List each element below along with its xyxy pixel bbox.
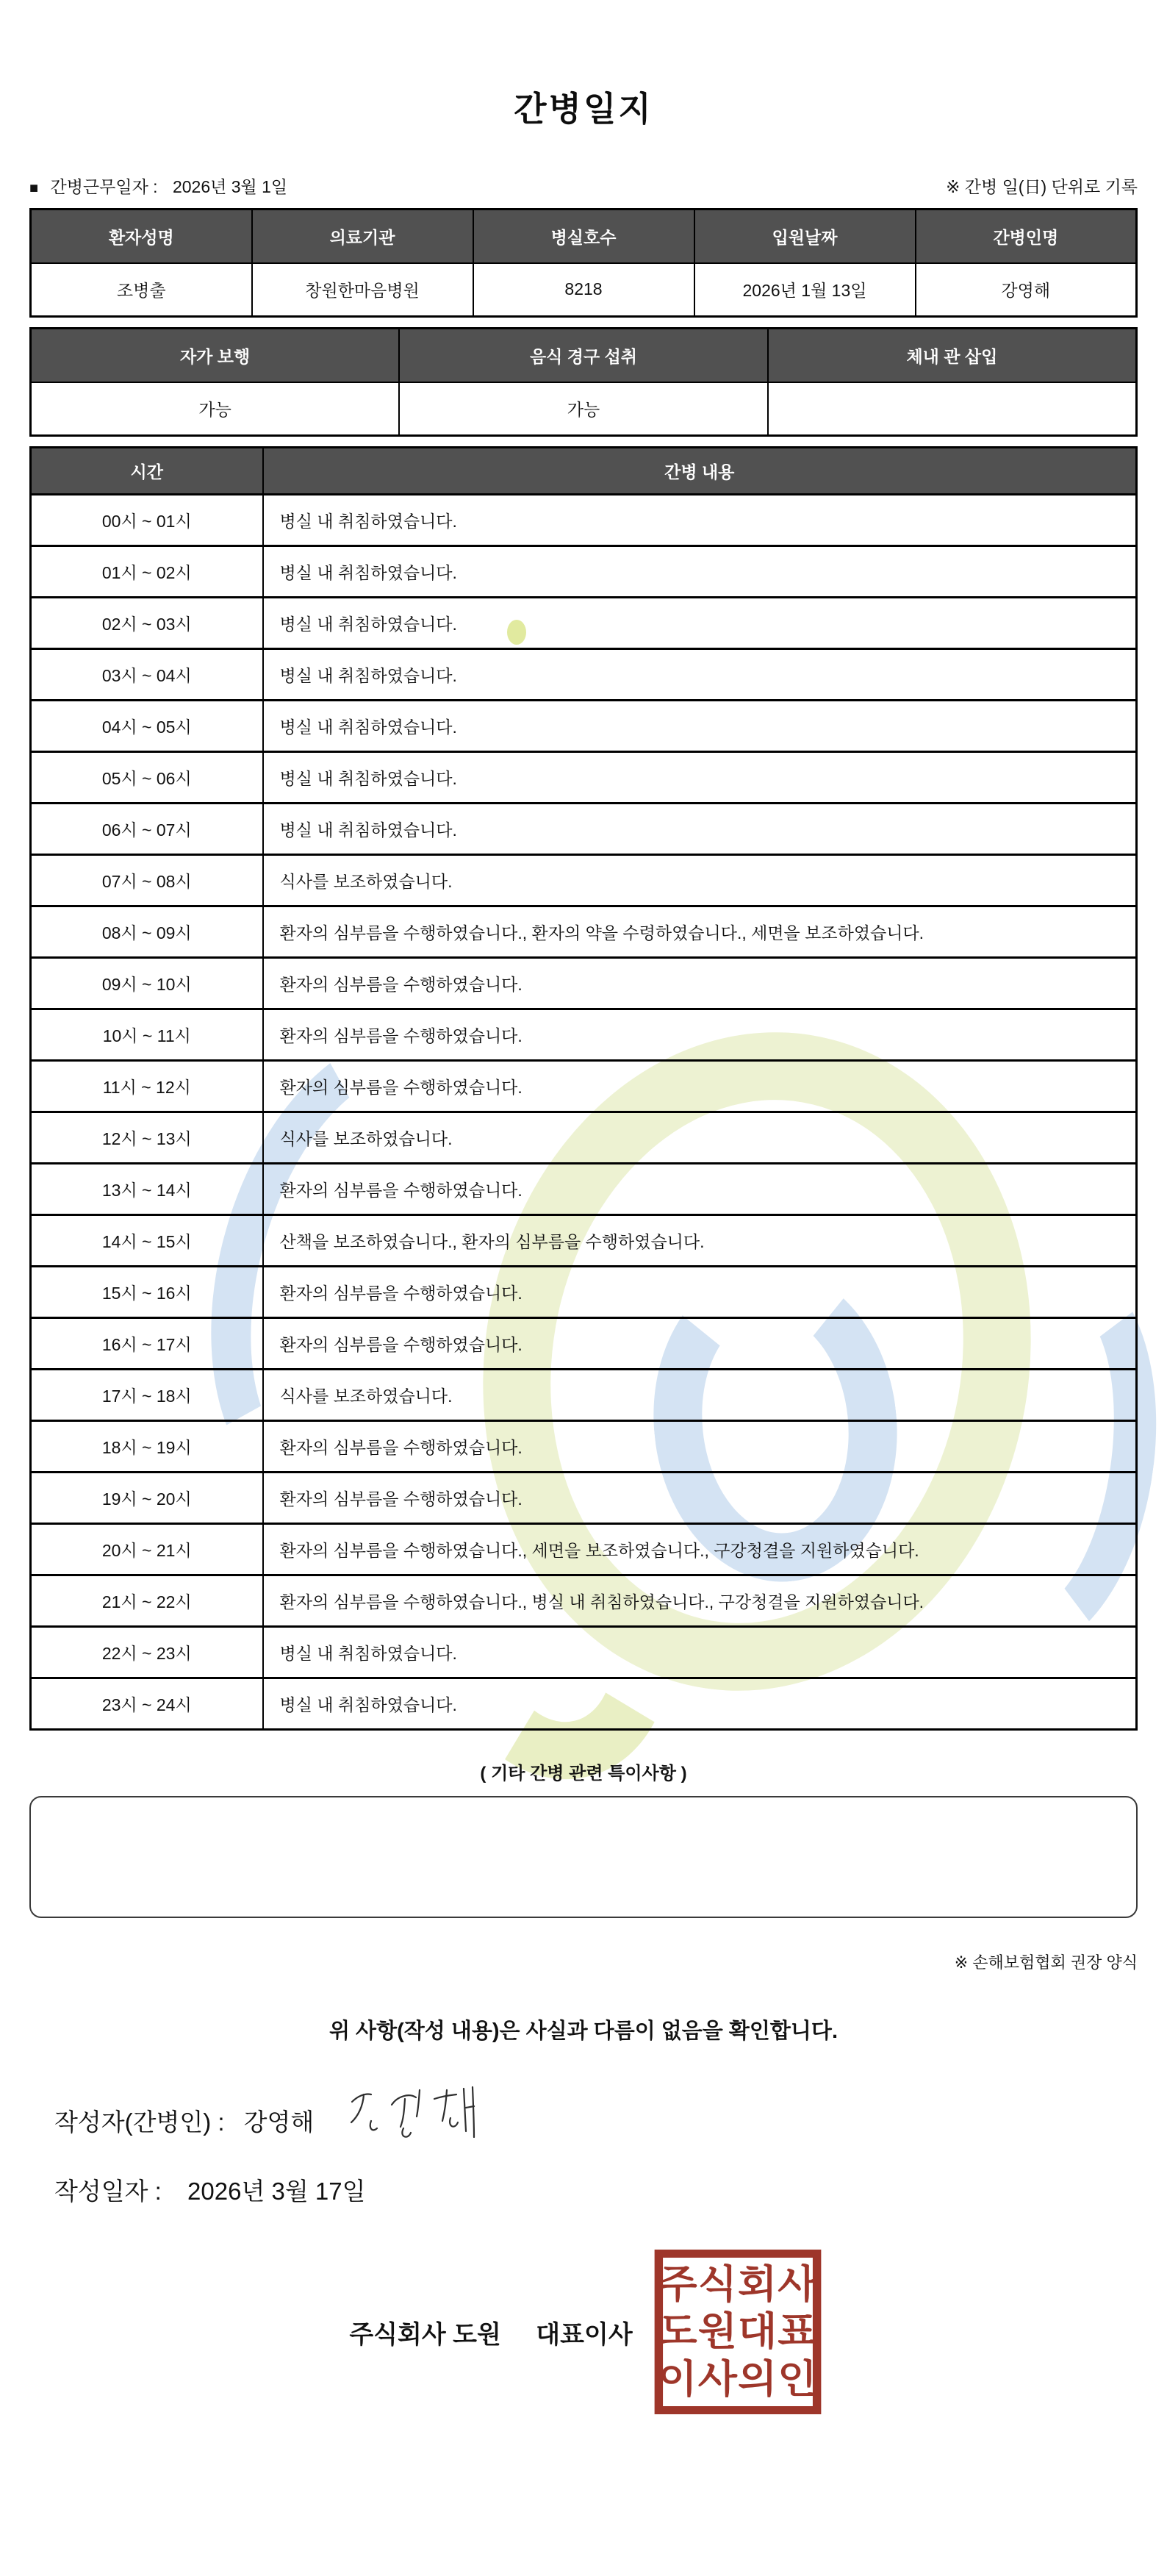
status-header-cell: 자가 보행 — [31, 329, 400, 382]
log-row — [31, 752, 1137, 804]
info-header-cell: 입원날짜 — [694, 210, 916, 263]
log-row — [31, 1524, 1137, 1575]
status-value-row — [31, 382, 1137, 436]
status-header-cell: 체내 관 삽입 — [768, 329, 1137, 382]
log-content-cell: 환자의 심부름을 수행하였습니다. — [263, 1009, 1137, 1061]
log-time-cell: 05시 ~ 06시 — [31, 752, 263, 804]
info-header-row — [31, 210, 1137, 263]
log-row — [31, 546, 1137, 598]
info-header-cell: 간병인명 — [916, 210, 1137, 263]
writer-name: 강영해 — [243, 2108, 315, 2136]
log-content-cell: 병실 내 취침하였습니다. — [263, 804, 1137, 855]
log-content-cell: 병실 내 취침하였습니다. — [263, 495, 1137, 546]
log-header-time: 시간 — [31, 448, 263, 495]
company-seal-row — [29, 2250, 1138, 2414]
company-text — [349, 2314, 632, 2350]
log-row — [31, 804, 1137, 855]
log-time-cell: 16시 ~ 17시 — [31, 1318, 263, 1370]
log-content-cell: 병실 내 취침하였습니다. — [263, 701, 1137, 752]
log-time-cell: 09시 ~ 10시 — [31, 958, 263, 1009]
log-row — [31, 855, 1137, 906]
meta-row — [29, 173, 1138, 198]
form-recommendation-note: ※ 손해보험협회 권장 양식 — [954, 1953, 1138, 1972]
date-label: 작성일자 : — [54, 2178, 162, 2205]
log-time-cell: 20시 ~ 21시 — [31, 1524, 263, 1575]
log-content-cell: 환자의 심부름을 수행하였습니다. — [263, 958, 1137, 1009]
log-row — [31, 1370, 1137, 1421]
writer-line — [54, 2096, 1138, 2144]
status-header-row — [31, 329, 1137, 382]
log-row — [31, 1164, 1137, 1215]
patient-status-table — [29, 327, 1138, 437]
info-value-cell: 창원한마음병원 — [252, 263, 473, 317]
status-value-cell: 가능 — [399, 382, 768, 436]
log-content-cell: 식사를 보조하였습니다. — [263, 1370, 1137, 1421]
written-date-line — [54, 2172, 1138, 2207]
log-time-cell: 12시 ~ 13시 — [31, 1112, 263, 1164]
log-content-cell: 병실 내 취침하였습니다. — [263, 752, 1137, 804]
log-row — [31, 1112, 1137, 1164]
info-header-cell: 의료기관 — [252, 210, 473, 263]
log-content-cell: 환자의 심부름을 수행하였습니다. — [263, 1473, 1137, 1524]
log-time-cell: 04시 ~ 05시 — [31, 701, 263, 752]
company-name: 주식회사 도원 — [349, 2320, 501, 2349]
log-row — [31, 906, 1137, 958]
stamp-text-line: 이사의인 — [658, 2357, 818, 2401]
work-date-label: 간병근무일자 : — [50, 177, 158, 196]
log-content-cell: 환자의 심부름을 수행하였습니다., 세면을 보조하였습니다., 구강청결을 지원하였습니다. — [263, 1524, 1137, 1575]
log-row — [31, 495, 1137, 546]
log-content-cell: 병실 내 취침하였습니다. — [263, 598, 1137, 649]
patient-info-table — [29, 208, 1138, 318]
special-notes-box — [29, 1796, 1138, 1918]
log-time-cell: 21시 ~ 22시 — [31, 1575, 263, 1627]
log-row — [31, 1215, 1137, 1267]
log-row — [31, 1575, 1137, 1627]
log-time-cell: 17시 ~ 18시 — [31, 1370, 263, 1421]
info-value-cell: 8218 — [473, 263, 694, 317]
log-content-cell: 병실 내 취침하였습니다. — [263, 1678, 1137, 1730]
log-row — [31, 1421, 1137, 1473]
log-header-row — [31, 448, 1137, 495]
log-row — [31, 1061, 1137, 1112]
log-content-cell: 식사를 보조하였습니다. — [263, 855, 1137, 906]
log-row — [31, 958, 1137, 1009]
square-bullet-icon: ■ — [29, 180, 39, 196]
log-time-cell: 22시 ~ 23시 — [31, 1627, 263, 1678]
log-time-cell: 02시 ~ 03시 — [31, 598, 263, 649]
log-row — [31, 1678, 1137, 1730]
special-notes-title: ( 기타 간병 관련 특이사항 ) — [480, 1764, 687, 1783]
log-row — [31, 649, 1137, 701]
status-value-cell: 가능 — [31, 382, 400, 436]
log-time-cell: 11시 ~ 12시 — [31, 1061, 263, 1112]
log-time-cell: 14시 ~ 15시 — [31, 1215, 263, 1267]
log-time-cell: 13시 ~ 14시 — [31, 1164, 263, 1215]
company-role: 대표이사 — [536, 2320, 633, 2349]
work-date-value: 2026년 3월 1일 — [172, 177, 288, 196]
log-content-cell: 병실 내 취침하였습니다. — [263, 649, 1137, 701]
handwritten-signature — [346, 2086, 486, 2144]
info-value-cell: 2026년 1월 13일 — [694, 263, 916, 317]
confirmation-statement: 위 사항(작성 내용)은 사실과 다름이 없음을 확인합니다. — [328, 2019, 839, 2043]
info-value-cell: 강영해 — [916, 263, 1137, 317]
log-content-cell: 환자의 심부름을 수행하였습니다., 병실 내 취침하였습니다., 구강청결을 지원하였습니다. — [263, 1575, 1137, 1627]
log-row — [31, 701, 1137, 752]
log-content-cell: 환자의 심부름을 수행하였습니다. — [263, 1267, 1137, 1318]
log-time-cell: 07시 ~ 08시 — [31, 855, 263, 906]
log-time-cell: 10시 ~ 11시 — [31, 1009, 263, 1061]
log-row — [31, 1473, 1137, 1524]
stamp-text-line: 도원대표 — [658, 2310, 818, 2353]
log-time-cell: 19시 ~ 20시 — [31, 1473, 263, 1524]
log-time-cell: 03시 ~ 04시 — [31, 649, 263, 701]
info-header-cell: 병실호수 — [473, 210, 694, 263]
log-time-cell: 00시 ~ 01시 — [31, 495, 263, 546]
log-time-cell: 23시 ~ 24시 — [31, 1678, 263, 1730]
log-content-cell: 병실 내 취침하였습니다. — [263, 546, 1137, 598]
info-header-cell: 환자성명 — [31, 210, 252, 263]
care-log-table — [29, 446, 1138, 1731]
log-time-cell: 01시 ~ 02시 — [31, 546, 263, 598]
status-value-cell — [768, 382, 1137, 436]
unit-note: ※ 간병 일(日) 단위로 기록 — [946, 177, 1138, 196]
info-value-row — [31, 263, 1137, 317]
page-title: 간병일지 — [514, 90, 653, 128]
log-time-cell: 06시 ~ 07시 — [31, 804, 263, 855]
log-time-cell: 08시 ~ 09시 — [31, 906, 263, 958]
corporate-seal-stamp — [654, 2250, 821, 2414]
log-content-cell: 식사를 보조하였습니다. — [263, 1112, 1137, 1164]
writer-label: 작성자(간병인) : — [54, 2108, 225, 2136]
log-content-cell: 환자의 심부름을 수행하였습니다. — [263, 1318, 1137, 1370]
info-value-cell: 조병출 — [31, 263, 252, 317]
log-row — [31, 1318, 1137, 1370]
log-content-cell: 환자의 심부름을 수행하였습니다. — [263, 1164, 1137, 1215]
stamp-text-line: 주식회사 — [658, 2262, 818, 2306]
log-content-cell: 병실 내 취침하였습니다. — [263, 1627, 1137, 1678]
log-row — [31, 1009, 1137, 1061]
log-header-content: 간병 내용 — [263, 448, 1137, 495]
log-time-cell: 15시 ~ 16시 — [31, 1267, 263, 1318]
log-content-cell: 산책을 보조하였습니다., 환자의 심부름을 수행하였습니다. — [263, 1215, 1137, 1267]
log-row — [31, 1267, 1137, 1318]
date-value: 2026년 3월 17일 — [187, 2178, 366, 2205]
status-header-cell: 음식 경구 섭취 — [399, 329, 768, 382]
log-row — [31, 598, 1137, 649]
log-content-cell: 환자의 심부름을 수행하였습니다. — [263, 1421, 1137, 1473]
log-content-cell: 환자의 심부름을 수행하였습니다. — [263, 1061, 1137, 1112]
log-content-cell: 환자의 심부름을 수행하였습니다., 환자의 약을 수령하였습니다., 세면을 보조하였습니다. — [263, 906, 1137, 958]
log-row — [31, 1627, 1137, 1678]
log-time-cell: 18시 ~ 19시 — [31, 1421, 263, 1473]
care-work-date — [29, 173, 287, 198]
